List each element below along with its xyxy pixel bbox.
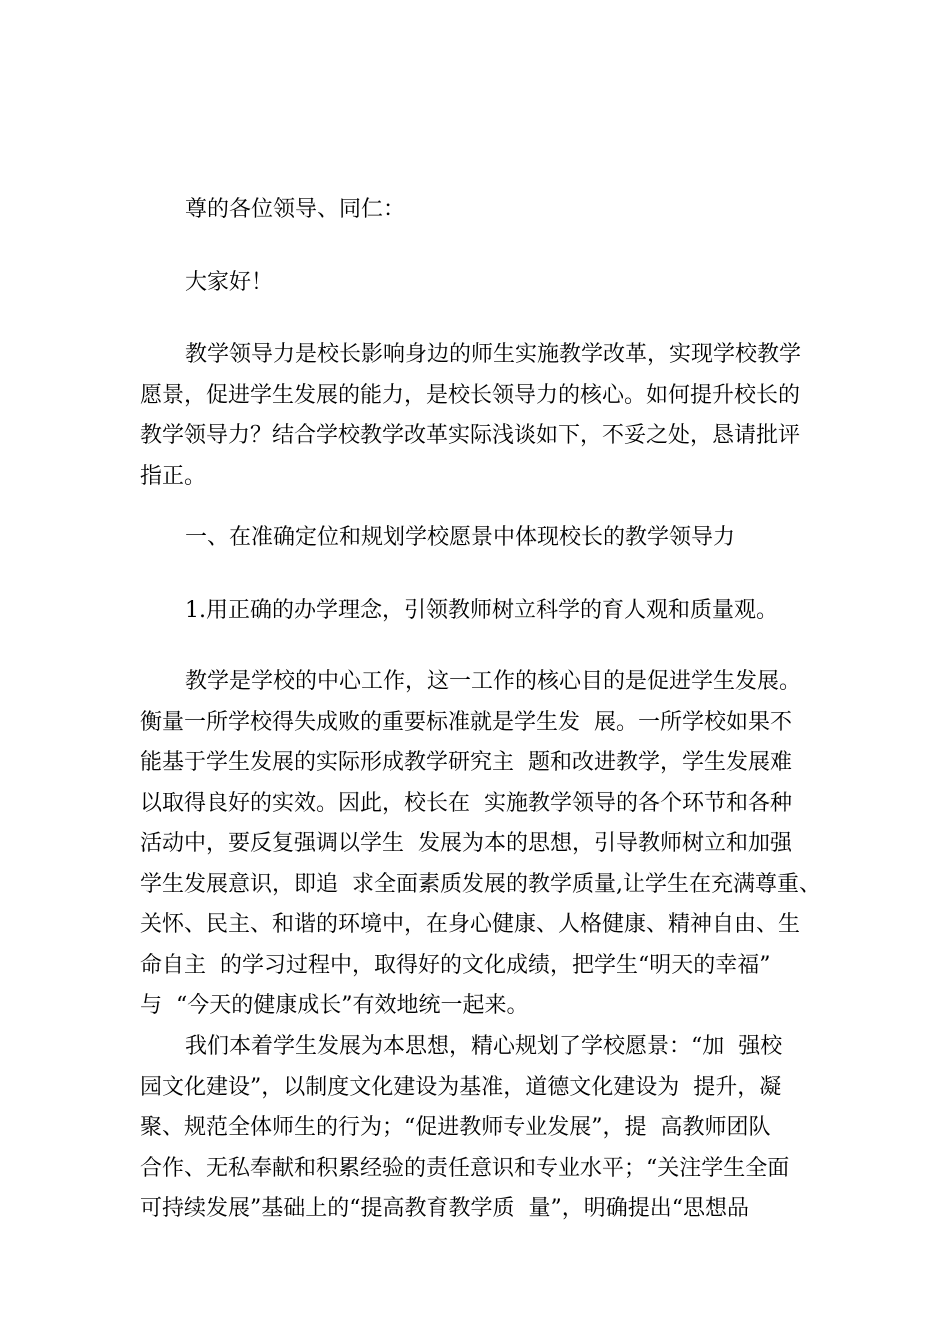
paragraph-line: 能基于学生发展的实际形成教学研究主 题和改进教学，学生发展难	[140, 750, 792, 775]
paragraph-line: 活动中，要反复强调以学生 发展为本的思想，引导教师树立和加强	[140, 831, 792, 856]
paragraph-line: 合作、无私奉献和积累经验的责任意识和专业水平；“关注学生全面	[140, 1155, 790, 1181]
paragraph-line: 与 “今天的健康成长”有效地统一起来。	[140, 993, 529, 1018]
paragraph-line: 愿景，促进学生发展的能力，是校长领导力的核心。如何提升校长的	[140, 382, 801, 408]
paragraph-line: 园文化建设”，以制度文化建设为基准，道德文化建设为 提升，凝	[140, 1074, 782, 1100]
body-paragraph-2	[140, 1027, 840, 1230]
salutation	[140, 190, 840, 231]
intro-paragraph	[140, 335, 840, 497]
paragraph-line: 我们本着学生发展为本思想，精心规划了学校愿景：“加 强校	[185, 1034, 783, 1059]
paragraph-line: 聚、规范全体师生的行为；“促进教师专业发展”，提 高教师团队	[140, 1115, 771, 1140]
greeting-text: 大家好！	[185, 270, 274, 295]
paragraph-line: 关怀、民主、和谐的环境中，在身心健康、人格健康、精神自由、生	[140, 912, 801, 937]
greeting	[140, 263, 840, 304]
salutation-text: 尊的各位领导、同仁：	[185, 197, 406, 222]
subsection-heading	[140, 591, 840, 632]
paragraph-line: 可持续发展”基础上的“提高教育教学质 量”，明确提出“思想品	[140, 1196, 749, 1221]
paragraph-line: 学生发展意识，即追 求全面素质发展的教学质量,让学生在充满尊重、	[140, 871, 821, 897]
paragraph-line: 教学领导力是校长影响身边的师生实施教学改革，实现学校教学	[185, 342, 802, 367]
paragraph-line: 以取得良好的实效。因此，校长在 实施教学领导的各个环节和各种	[140, 790, 792, 816]
section-heading	[140, 518, 840, 559]
paragraph-line: 衡量一所学校得失成败的重要标准就是学生发 展。一所学校如果不	[140, 709, 792, 735]
paragraph-line: 命自主 的学习过程中，取得好的文化成绩，把学生“明天的幸福”	[140, 952, 771, 978]
body-paragraph-1	[140, 662, 840, 1027]
paragraph-line: 指正。	[140, 463, 207, 489]
section-heading-text: 一、在准确定位和规划学校愿景中体现校长的教学领导力	[185, 525, 736, 550]
paragraph-line: 教学是学校的中心工作，这一工作的核心目的是促进学生发展。	[185, 669, 802, 694]
subsection-heading-text: 1.用正确的办学理念，引领教师树立科学的育人观和质量观。	[185, 598, 778, 623]
paragraph-line: 教学领导力？结合学校教学改革实际浅谈如下，不妥之处，恳请批评	[140, 423, 801, 448]
